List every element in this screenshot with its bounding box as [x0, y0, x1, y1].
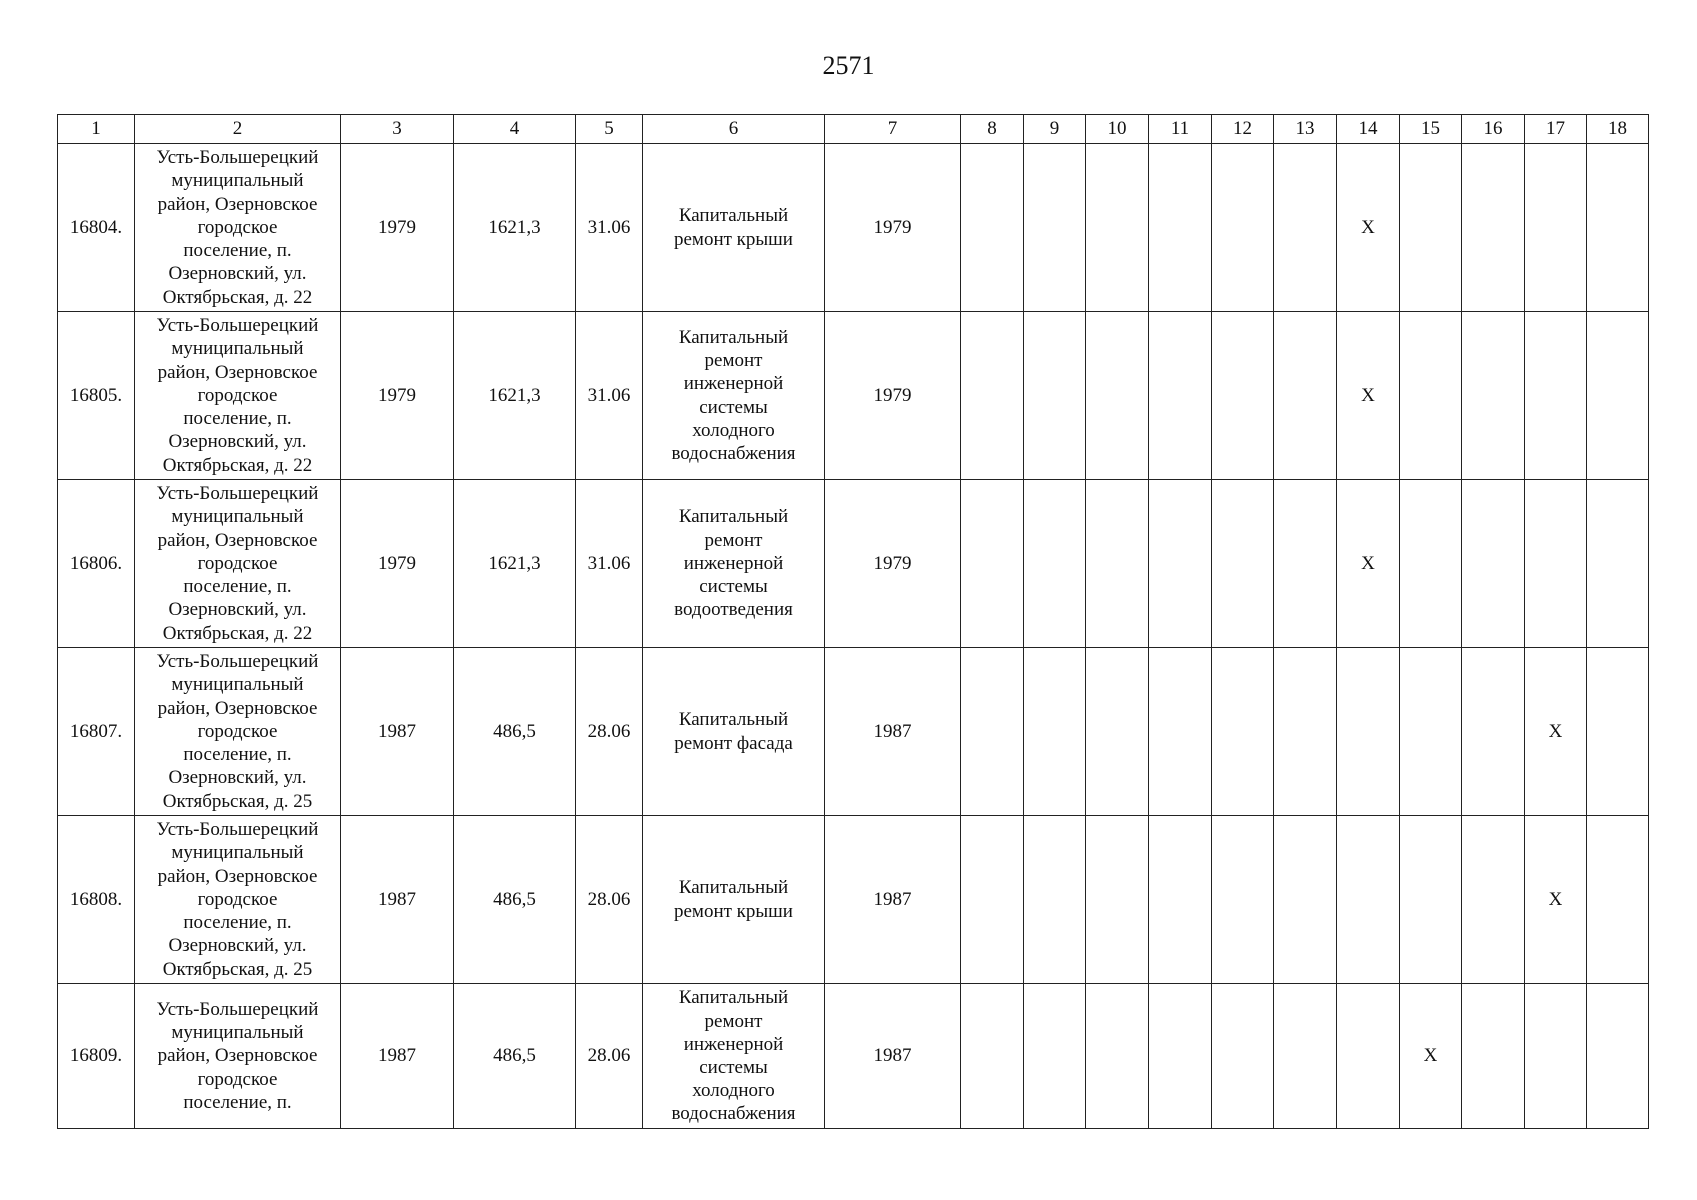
period-mark-cell-17: X	[1525, 648, 1587, 816]
period-mark-cell-15: X	[1400, 984, 1462, 1129]
year-cell: 1987	[825, 648, 961, 816]
period-mark-cell-13	[1274, 648, 1337, 816]
period-mark-cell-10	[1086, 648, 1149, 816]
period-mark-cell-10	[1086, 144, 1149, 312]
address-cell: Усть-Большерецкий муниципальный район, Озерновское городское поселение, п. Озерновский, ул. Октябрьская, д. 22	[135, 480, 341, 648]
column-header-9: 9	[1024, 115, 1086, 144]
period-mark-cell-13	[1274, 144, 1337, 312]
column-header-13: 13	[1274, 115, 1337, 144]
table-row	[58, 984, 1649, 1129]
period-mark-cell-11	[1149, 312, 1212, 480]
period-mark-cell-18	[1587, 816, 1649, 984]
capital-repair-table	[57, 114, 1649, 1129]
period-mark-cell-9	[1024, 816, 1086, 984]
table-body	[58, 144, 1649, 1129]
period-mark-cell-16	[1462, 984, 1525, 1129]
period-mark-cell-14	[1337, 816, 1400, 984]
period-mark-cell-17	[1525, 312, 1587, 480]
area-cell: 1621,3	[454, 312, 576, 480]
period-mark-cell-15	[1400, 144, 1462, 312]
table-row	[58, 480, 1649, 648]
column-header-7: 7	[825, 115, 961, 144]
wear-cell: 28.06	[576, 648, 643, 816]
period-mark-cell-17	[1525, 984, 1587, 1129]
period-mark-cell-13	[1274, 984, 1337, 1129]
period-mark-cell-15	[1400, 312, 1462, 480]
row-number-cell: 16808.	[58, 816, 135, 984]
wear-cell: 31.06	[576, 312, 643, 480]
period-mark-cell-9	[1024, 480, 1086, 648]
column-header-10: 10	[1086, 115, 1149, 144]
address-cell: Усть-Большерецкий муниципальный район, Озерновское городское поселение, п. Озерновский, ул. Октябрьская, д. 25	[135, 816, 341, 984]
year-built-cell: 1979	[341, 480, 454, 648]
year-built-cell: 1987	[341, 648, 454, 816]
column-header-18: 18	[1587, 115, 1649, 144]
period-mark-cell-11	[1149, 144, 1212, 312]
table-row	[58, 144, 1649, 312]
period-mark-cell-9	[1024, 648, 1086, 816]
period-mark-cell-12	[1212, 312, 1274, 480]
column-header-6: 6	[643, 115, 825, 144]
address-cell: Усть-Большерецкий муниципальный район, Озерновское городское поселение, п. Озерновский, ул. Октябрьская, д. 25	[135, 648, 341, 816]
period-mark-cell-13	[1274, 480, 1337, 648]
address-cell: Усть-Большерецкий муниципальный район, Озерновское городское поселение, п. Озерновский, ул. Октябрьская, д. 22	[135, 312, 341, 480]
period-mark-cell-17	[1525, 144, 1587, 312]
address-cell: Усть-Большерецкий муниципальный район, Озерновское городское поселение, п. Озерновский, ул. Октябрьская, д. 22	[135, 144, 341, 312]
work-type-cell: Капитальный ремонт инженерной системы холодного водоснабжения	[643, 984, 825, 1129]
period-mark-cell-9	[1024, 144, 1086, 312]
period-mark-cell-18	[1587, 312, 1649, 480]
period-mark-cell-8	[961, 984, 1024, 1129]
column-header-16: 16	[1462, 115, 1525, 144]
period-mark-cell-13	[1274, 816, 1337, 984]
work-type-cell: Капитальный ремонт инженерной системы холодного водоснабжения	[643, 312, 825, 480]
period-mark-cell-12	[1212, 984, 1274, 1129]
column-header-17: 17	[1525, 115, 1587, 144]
year-cell: 1979	[825, 480, 961, 648]
period-mark-cell-11	[1149, 816, 1212, 984]
row-number-cell: 16809.	[58, 984, 135, 1129]
period-mark-cell-15	[1400, 816, 1462, 984]
period-mark-cell-10	[1086, 984, 1149, 1129]
row-number-cell: 16804.	[58, 144, 135, 312]
period-mark-cell-14: X	[1337, 312, 1400, 480]
year-cell: 1987	[825, 816, 961, 984]
work-type-cell: Капитальный ремонт инженерной системы водоотведения	[643, 480, 825, 648]
column-header-8: 8	[961, 115, 1024, 144]
column-header-11: 11	[1149, 115, 1212, 144]
period-mark-cell-18	[1587, 480, 1649, 648]
work-type-cell: Капитальный ремонт фасада	[643, 648, 825, 816]
wear-cell: 28.06	[576, 984, 643, 1129]
area-cell: 486,5	[454, 984, 576, 1129]
area-cell: 486,5	[454, 648, 576, 816]
table-row	[58, 648, 1649, 816]
period-mark-cell-16	[1462, 648, 1525, 816]
wear-cell: 31.06	[576, 144, 643, 312]
work-type-cell: Капитальный ремонт крыши	[643, 816, 825, 984]
period-mark-cell-8	[961, 648, 1024, 816]
header-row	[58, 115, 1649, 144]
period-mark-cell-8	[961, 480, 1024, 648]
period-mark-cell-11	[1149, 480, 1212, 648]
area-cell: 1621,3	[454, 480, 576, 648]
period-mark-cell-15	[1400, 480, 1462, 648]
year-built-cell: 1979	[341, 312, 454, 480]
year-cell: 1979	[825, 144, 961, 312]
period-mark-cell-16	[1462, 480, 1525, 648]
year-built-cell: 1987	[341, 816, 454, 984]
row-number-cell: 16805.	[58, 312, 135, 480]
period-mark-cell-16	[1462, 312, 1525, 480]
year-cell: 1987	[825, 984, 961, 1129]
period-mark-cell-17: X	[1525, 816, 1587, 984]
period-mark-cell-9	[1024, 312, 1086, 480]
period-mark-cell-10	[1086, 816, 1149, 984]
column-header-1: 1	[58, 115, 135, 144]
period-mark-cell-14: X	[1337, 144, 1400, 312]
period-mark-cell-18	[1587, 984, 1649, 1129]
row-number-cell: 16806.	[58, 480, 135, 648]
table-row	[58, 312, 1649, 480]
column-header-12: 12	[1212, 115, 1274, 144]
wear-cell: 31.06	[576, 480, 643, 648]
period-mark-cell-18	[1587, 144, 1649, 312]
period-mark-cell-8	[961, 312, 1024, 480]
year-cell: 1979	[825, 312, 961, 480]
year-built-cell: 1987	[341, 984, 454, 1129]
period-mark-cell-8	[961, 816, 1024, 984]
period-mark-cell-18	[1587, 648, 1649, 816]
area-cell: 486,5	[454, 816, 576, 984]
period-mark-cell-9	[1024, 984, 1086, 1129]
work-type-cell: Капитальный ремонт крыши	[643, 144, 825, 312]
period-mark-cell-15	[1400, 648, 1462, 816]
address-cell: Усть-Большерецкий муниципальный район, Озерновское городское поселение, п.	[135, 984, 341, 1129]
page-number: 2571	[822, 51, 875, 80]
period-mark-cell-12	[1212, 480, 1274, 648]
table-row	[58, 816, 1649, 984]
period-mark-cell-10	[1086, 480, 1149, 648]
period-mark-cell-12	[1212, 144, 1274, 312]
column-header-5: 5	[576, 115, 643, 144]
column-header-2: 2	[135, 115, 341, 144]
year-built-cell: 1979	[341, 144, 454, 312]
area-cell: 1621,3	[454, 144, 576, 312]
period-mark-cell-10	[1086, 312, 1149, 480]
period-mark-cell-17	[1525, 480, 1587, 648]
column-header-3: 3	[341, 115, 454, 144]
row-number-cell: 16807.	[58, 648, 135, 816]
period-mark-cell-16	[1462, 144, 1525, 312]
period-mark-cell-12	[1212, 648, 1274, 816]
period-mark-cell-11	[1149, 648, 1212, 816]
column-header-15: 15	[1400, 115, 1462, 144]
period-mark-cell-14	[1337, 984, 1400, 1129]
period-mark-cell-14	[1337, 648, 1400, 816]
column-header-14: 14	[1337, 115, 1400, 144]
period-mark-cell-16	[1462, 816, 1525, 984]
period-mark-cell-13	[1274, 312, 1337, 480]
period-mark-cell-11	[1149, 984, 1212, 1129]
column-header-4: 4	[454, 115, 576, 144]
period-mark-cell-8	[961, 144, 1024, 312]
period-mark-cell-14: X	[1337, 480, 1400, 648]
period-mark-cell-12	[1212, 816, 1274, 984]
wear-cell: 28.06	[576, 816, 643, 984]
